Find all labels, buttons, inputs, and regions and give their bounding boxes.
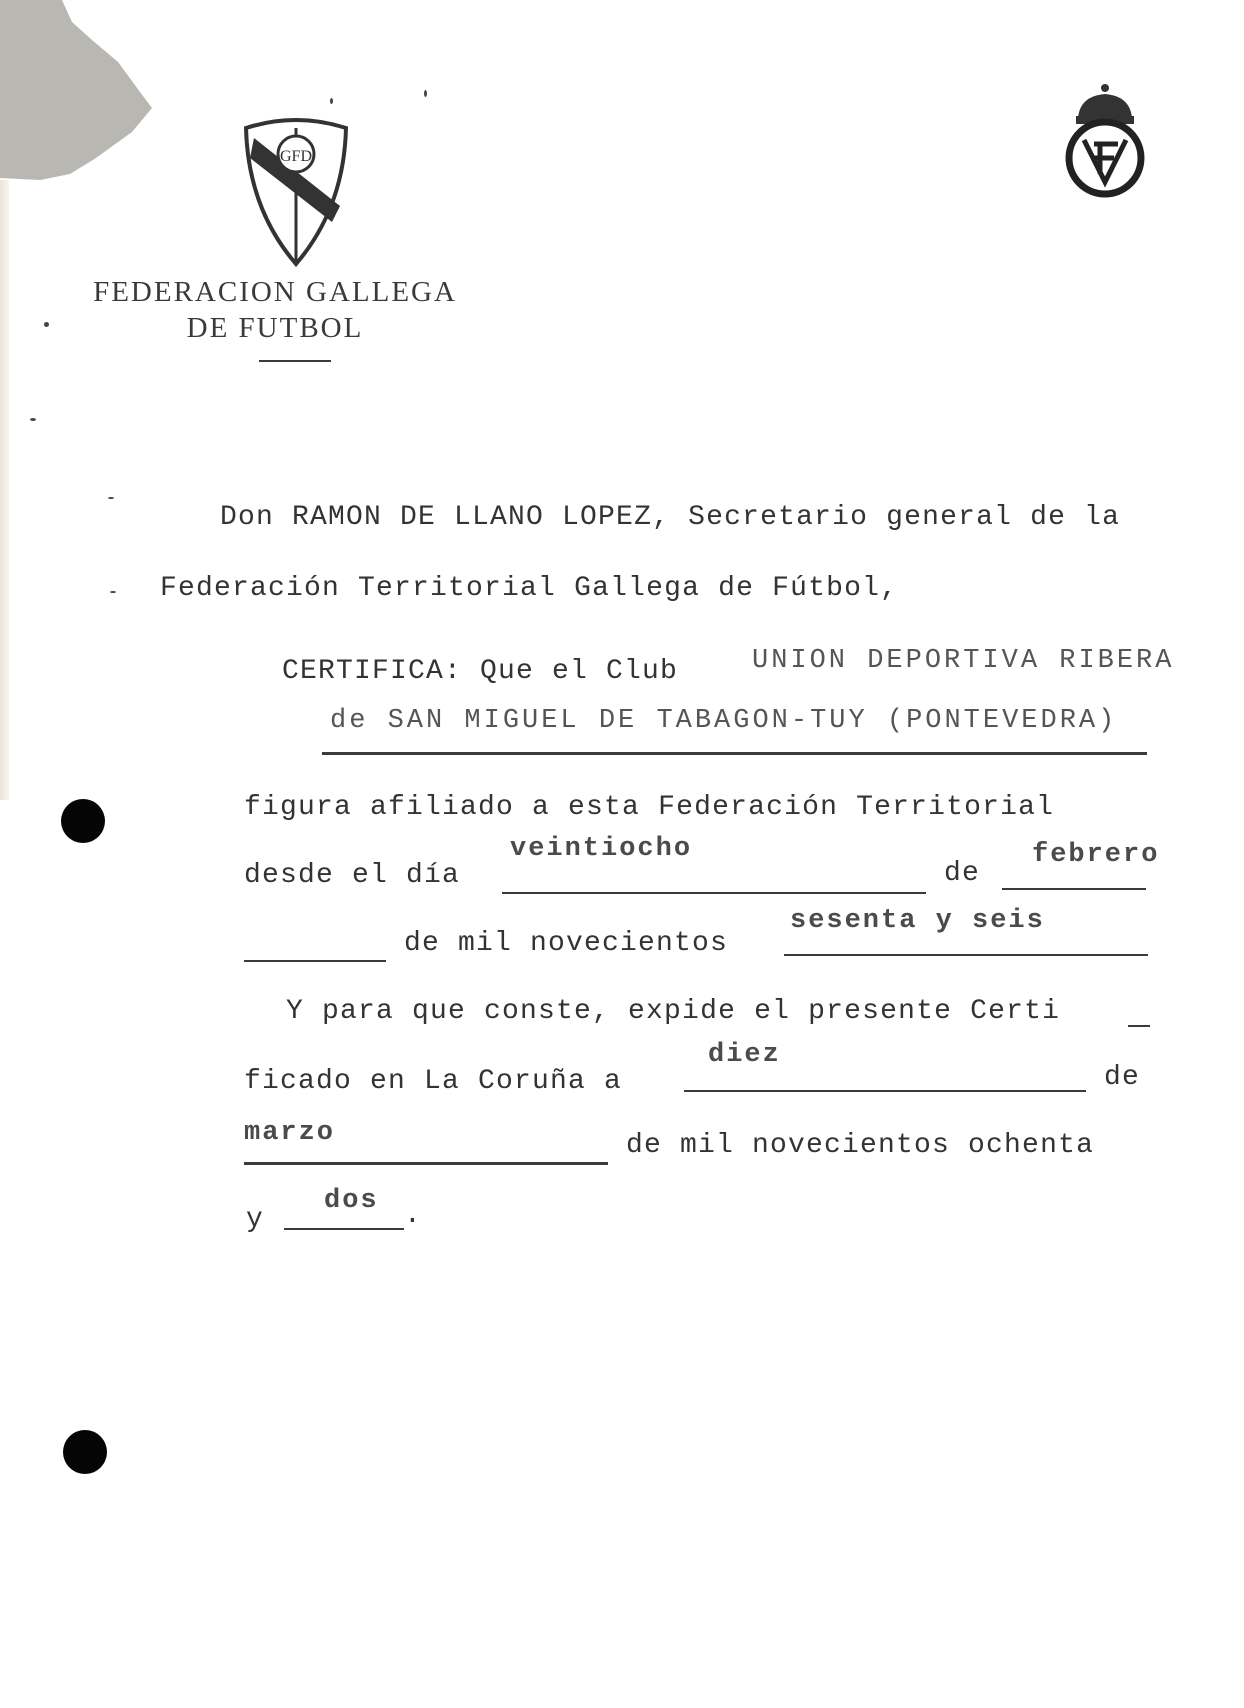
month-value: febrero: [1032, 840, 1160, 870]
de-label-2: de: [1104, 1062, 1141, 1093]
certifica-label: CERTIFICA: Que el Club: [282, 656, 679, 687]
issue-month-underline: [244, 1162, 608, 1165]
club-name-line2: de SAN MIGUEL DE TABAGON-TUY (PONTEVEDRA): [330, 706, 1118, 736]
org-name-line1: FEDERACION GALLEGA: [93, 276, 457, 308]
speck: [330, 98, 333, 104]
de-mil-ochenta-label: de mil novecientos ochenta: [626, 1130, 1095, 1161]
day-underline: [502, 892, 926, 894]
day-value: veintiocho: [510, 834, 693, 864]
y-label: y: [246, 1204, 265, 1235]
speck: [44, 322, 49, 327]
issue-day-underline: [684, 1090, 1086, 1092]
speck: [108, 497, 114, 499]
svg-text:GFD: GFD: [279, 148, 313, 165]
issue-month-value: marzo: [244, 1118, 336, 1148]
affiliation-line: figura afiliado a esta Federación Territorial: [244, 792, 1055, 823]
issue-day-value: diez: [708, 1040, 781, 1070]
de-label-1: de: [944, 858, 981, 889]
club-name-underline: [322, 752, 1147, 755]
paper-edge: [0, 180, 9, 800]
club-name-line1: UNION DEPORTIVA RIBERA: [752, 646, 1175, 676]
issue-year-value: dos: [324, 1186, 379, 1216]
year-value: sesenta y seis: [790, 906, 1045, 936]
issue-year-underline: [284, 1228, 404, 1230]
blank-underline: [244, 960, 386, 962]
galician-federation-shield-icon: [240, 118, 352, 268]
certi-hyphen-mark: [1128, 1025, 1150, 1027]
speck: [30, 418, 36, 421]
header-rule: [259, 360, 331, 362]
torn-corner: [0, 0, 160, 180]
punch-hole-bottom: [63, 1430, 107, 1474]
rfef-crown-icon: [1060, 82, 1150, 200]
since-label: desde el día: [244, 860, 461, 891]
ficado-label: ficado en La Coruña a: [244, 1066, 623, 1097]
year-underline: [784, 954, 1148, 956]
punch-hole-top: [61, 799, 105, 843]
month-underline: [1002, 888, 1146, 890]
final-period: .: [404, 1200, 423, 1231]
salutation-line: Don RAMON DE LLANO LOPEZ, Secretario general de la: [220, 502, 1121, 533]
speck: [110, 591, 116, 593]
federation-line: Federación Territorial Gallega de Fútbol,: [160, 573, 899, 604]
speck: [424, 90, 427, 97]
closing-line: Y para que conste, expide el presente Certi: [286, 996, 1061, 1027]
de-mil-label: de mil novecientos: [404, 928, 729, 959]
org-name-line2: DE FUTBOL: [186, 312, 364, 344]
